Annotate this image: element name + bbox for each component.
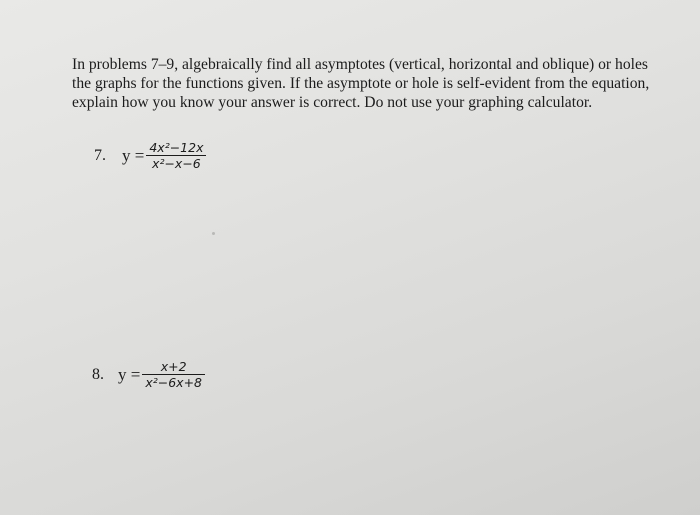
problem-number: 7. — [94, 146, 106, 164]
paper-speck — [212, 232, 215, 235]
numerator: x+2 — [160, 359, 187, 374]
numerator: 4x²−12x — [149, 140, 204, 155]
fraction — [142, 359, 205, 390]
instructions-paragraph: In problems 7–9, algebraically find all asymptotes (vertical, horizontal and oblique) or holes the graphs for the functions given. If the asymptote or hole is self-evident from the equation, explain how you know your answer is correct. Do not use your graphing calculator. — [72, 56, 650, 111]
problem-number: 8. — [92, 365, 104, 383]
problem-8 — [92, 359, 205, 390]
denominator: x²−x−6 — [152, 156, 201, 171]
equation-lhs: y = — [122, 145, 145, 165]
fraction — [146, 140, 206, 171]
problem-7 — [94, 140, 206, 171]
equation-lhs: y = — [118, 364, 141, 384]
denominator: x²−6x+8 — [145, 375, 203, 390]
